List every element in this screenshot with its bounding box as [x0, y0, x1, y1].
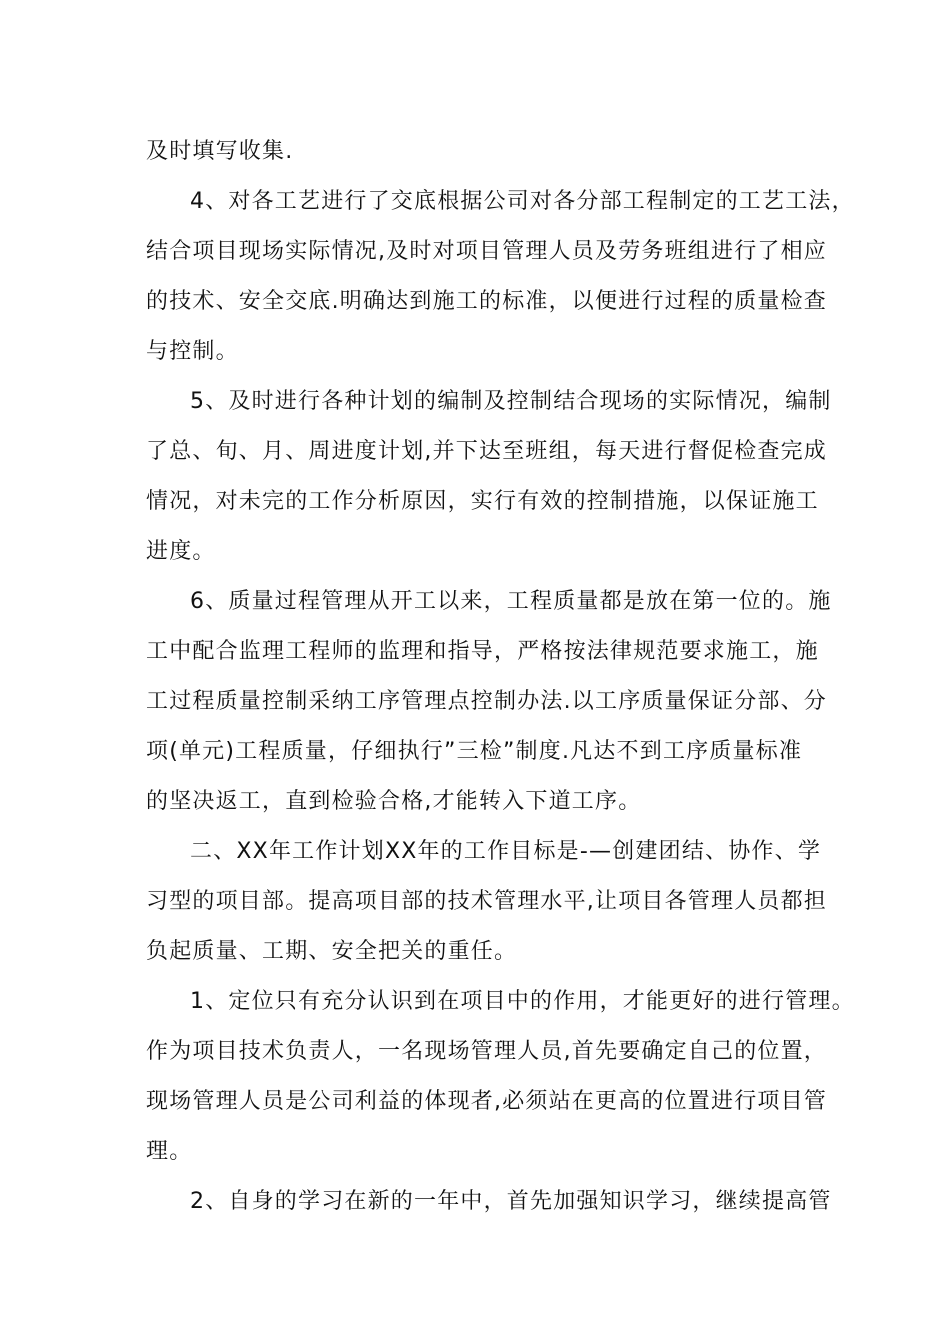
- text-line: 2、自身的学习在新的一年中，首先加强知识学习，继续提高管: [190, 1189, 832, 1214]
- text-line: 的坚决返工，直到检验合格,才能转入下道工序。: [146, 789, 642, 814]
- text-line: 项(单元)工程质量，仔细执行”三检”制度.凡达不到工序质量标准: [146, 739, 803, 764]
- text-line: 作为项目技术负责人，一名现场管理人员,首先要确定自己的位置，: [146, 1039, 827, 1064]
- text-line: 进度。: [146, 539, 216, 564]
- text-line: 结合项目现场实际情况,及时对项目管理人员及劳务班组进行了相应: [146, 239, 827, 264]
- text-line: 理。: [146, 1139, 193, 1164]
- text-line: 及时填写收集.: [146, 139, 294, 164]
- text-line: 负起质量、工期、安全把关的重任。: [146, 939, 518, 964]
- text-line: 5、及时进行各种计划的编制及控制结合现场的实际情况，编制: [190, 389, 832, 414]
- text-line: 与控制。: [146, 339, 239, 364]
- text-line: 4、对各工艺进行了交底根据公司对各分部工程制定的工艺工法，: [190, 189, 855, 214]
- text-line: 习型的项目部。提高项目部的技术管理水平,让项目各管理人员都担: [146, 889, 827, 914]
- text-line: 二、XX年工作计划XX年的工作目标是-—创建团结、协作、学: [190, 839, 822, 864]
- text-line: 工中配合监理工程师的监理和指导，严格按法律规范要求施工，施: [146, 639, 819, 664]
- text-line: 6、质量过程管理从开工以来，工程质量都是放在第一位的。施: [190, 589, 832, 614]
- text-line: 工过程质量控制采纳工序管理点控制办法.以工序质量保证分部、分: [146, 689, 827, 714]
- text-line: 了总、旬、月、周进度计划,并下达至班组，每天进行督促检查完成: [146, 439, 827, 464]
- text-line: 现场管理人员是公司利益的体现者,必须站在更高的位置进行项目管: [146, 1089, 827, 1114]
- text-line: 的技术、安全交底.明确达到施工的标准，以便进行过程的质量检查: [146, 289, 827, 314]
- text-line: 1、定位只有充分认识到在项目中的作用，才能更好的进行管理。: [190, 989, 855, 1014]
- text-line: 情况，对未完的工作分析原因，实行有效的控制措施，以保证施工: [146, 489, 819, 514]
